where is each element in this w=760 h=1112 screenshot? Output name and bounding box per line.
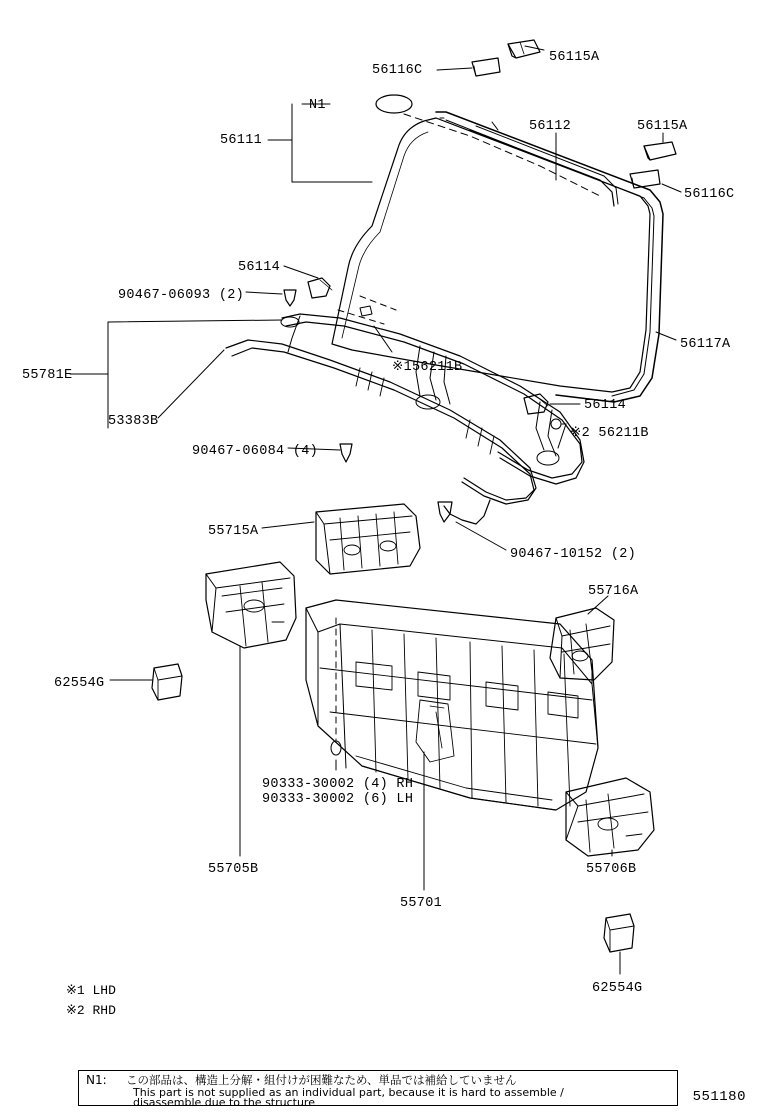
callout-90467-06084: 90467-06084 (4) xyxy=(192,444,319,459)
callout-56112: 56112 xyxy=(529,119,572,134)
callout-53383b: 53383B xyxy=(108,414,159,429)
note-english-line2: disassemble due to the structure xyxy=(133,1096,315,1109)
callout-90467-06093: 90467-06093 (2) xyxy=(118,288,245,303)
clip-56115a-right xyxy=(644,142,676,160)
clip-56116c-right xyxy=(630,170,660,188)
callout-55716a: 55716A xyxy=(588,584,639,599)
legend-lhd: ※1 LHD xyxy=(66,983,116,998)
clip-56114-left xyxy=(308,278,332,298)
callout-55701: 55701 xyxy=(400,896,443,911)
clip-56211b-lhd xyxy=(360,306,372,316)
grommet-90467-10152 xyxy=(438,502,452,522)
grommet-90467-06093 xyxy=(284,290,296,306)
callout-56111: 56111 xyxy=(220,133,263,148)
plug-62554g-right xyxy=(604,914,634,952)
callout-90467-10152: 90467-10152 (2) xyxy=(510,547,637,562)
callout-56114-left: 56114 xyxy=(238,260,281,275)
cowl-side-member-55705b xyxy=(206,562,296,648)
note-japanese: この部品は、構造上分解・組付けが困難なため、単品では補給していません xyxy=(126,1073,517,1087)
callout-62554g-right: 62554G xyxy=(592,981,643,996)
wiper-linkage-assembly xyxy=(226,314,584,524)
clip-56211b-rhd xyxy=(551,419,561,429)
clip-56116c-top xyxy=(472,58,500,76)
callout-56211b-lhd: ※156211B xyxy=(392,360,463,375)
callout-56116c-top: 56116C xyxy=(372,63,423,78)
windshield-moulding-56117a xyxy=(436,112,663,402)
legend-rhd: ※2 RHD xyxy=(66,1003,116,1018)
windshield-glass xyxy=(332,118,650,392)
note-english-line1: This part is not supplied as an individual part, because it is hard to assemble / xyxy=(133,1086,564,1099)
callout-56114-right: 56114 xyxy=(584,398,627,413)
bracket-55715a xyxy=(316,504,420,574)
leader-lines xyxy=(70,46,681,974)
callout-62554g-left: 62554G xyxy=(54,676,105,691)
clip-56115a-top xyxy=(508,40,540,58)
bracket-55716a xyxy=(550,608,614,680)
note-tag: N1: xyxy=(86,1073,107,1087)
callout-90333-30002-lh: 90333-30002 (6) LH xyxy=(262,792,414,807)
n1-oval-marker xyxy=(376,95,412,113)
callout-90333-30002-rh: 90333-30002 (4) RH xyxy=(262,777,414,792)
callout-56211b-rhd: ※2 56211B xyxy=(570,426,649,441)
callout-56117a: 56117A xyxy=(680,337,731,352)
callout-55715a: 55715A xyxy=(208,524,259,539)
callout-55781e: 55781E xyxy=(22,368,73,383)
callout-55706b: 55706B xyxy=(586,862,637,877)
figure-number: 551180 xyxy=(692,1089,746,1105)
callout-n1: N1 xyxy=(309,98,326,113)
callout-56115a-top: 56115A xyxy=(549,50,600,65)
cowl-side-member-55706b xyxy=(566,778,654,856)
callout-56116c-right: 56116C xyxy=(684,187,735,202)
callout-56115a-right: 56115A xyxy=(637,119,688,134)
callout-55705b: 55705B xyxy=(208,862,259,877)
grommet-90467-06084 xyxy=(340,444,352,462)
plug-62554g-left xyxy=(152,664,182,700)
